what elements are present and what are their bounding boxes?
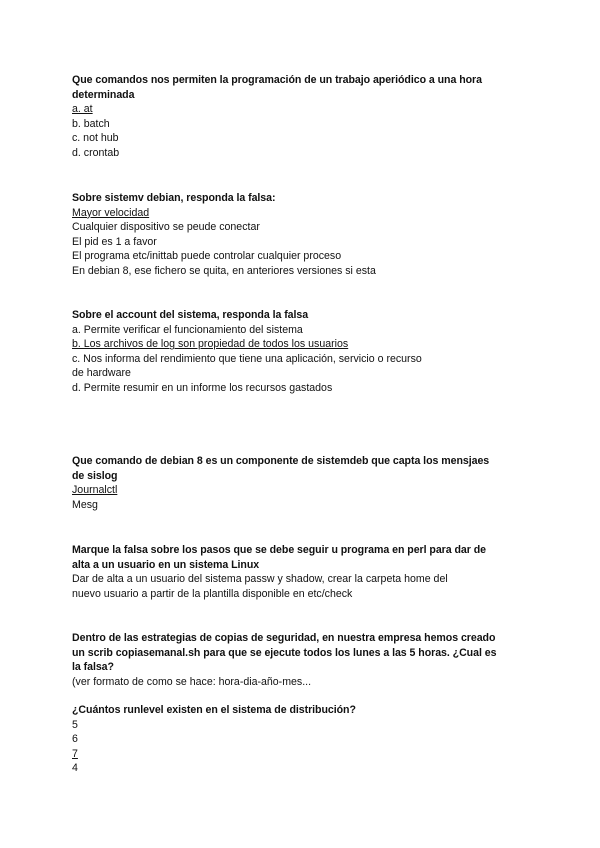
question-2 [72,191,532,279]
question-6-title-line-1: Dentro de las estrategias de copias de seguridad, en nuestra empresa hemos creado [72,632,496,644]
question-6-title-line-2: un scrib copiasemanal.sh para que se ejecute todos los lunes a las 5 horas. ¿Cual es [72,646,497,659]
question-3-option-b: b. Los archivos de log son propiedad de todos los usuarios [72,338,349,351]
question-1-option-c: c. not hub [72,132,119,145]
question-3-option-a: a. Permite verificar el funcionamiento del sistema [72,323,303,336]
question-4-option-2: Mesg [72,498,98,511]
question-2-option-5: En debian 8, ese fichero se quita, en anteriores versiones si esta [72,264,376,277]
question-5-title-line-1: Marque la falsa sobre los pasos que se debe seguir u programa en perl para dar de [72,544,486,556]
question-3-option-c-cont: de hardware [72,367,131,380]
question-7-title: ¿Cuántos runlevel existen en el sistema de distribución? [72,704,356,716]
question-7 [72,703,532,776]
question-4-title-line-1: Que comando de debian 8 es un componente de sistemdeb que capta los mensjaes [72,455,490,467]
question-2-option-3: El pid es 1 a favor [72,235,157,248]
question-1-option-b: b. batch [72,117,110,130]
question-3-title: Sobre el account del sistema, responda la falsa [72,309,309,321]
question-4-title-line-2: de sislog [72,469,118,482]
question-3-option-c: c. Nos informa del rendimiento que tiene una aplicación, servicio o recurso [72,352,422,365]
question-1 [72,73,532,161]
question-6 [72,631,532,689]
question-5-answer-line-1: Dar de alta a un usuario del sistema passw y shadow, crear la carpeta home del [72,573,448,586]
question-7-option-1: 5 [72,718,78,731]
question-6-title-line-3: la falsa? [72,661,114,674]
question-3 [72,308,532,396]
question-2-option-4: El programa etc/inittab puede controlar cualquier proceso [72,250,342,263]
question-4-option-1: Journalctl [72,484,118,497]
question-1-option-d: d. crontab [72,146,120,159]
question-1-title: Que comandos nos permiten la programación de un trabajo aperiódico a una hora determinada [72,74,482,101]
question-7-option-3: 7 [72,747,78,760]
question-4 [72,454,532,512]
question-7-option-2: 6 [72,733,78,746]
question-1-option-a: a. at [72,103,93,116]
question-3-option-d: d. Permite resumir en un informe los recursos gastados [72,381,333,394]
question-6-answer-line-1: (ver formato de como se hace: hora-dia-año-mes... [72,675,312,688]
question-5 [72,543,532,601]
question-7-option-4: 4 [72,762,78,775]
question-5-title-line-2: alta a un usuario en un sistema Linux [72,558,260,571]
question-5-answer-line-2: nuevo usuario a partir de la plantilla disponible en etc/check [72,587,353,600]
question-2-option-2: Cualquier dispositivo se peude conectar [72,221,260,234]
question-2-option-1: Mayor velocidad [72,206,150,219]
question-2-title: Sobre sistemv debian, responda la falsa: [72,192,276,204]
